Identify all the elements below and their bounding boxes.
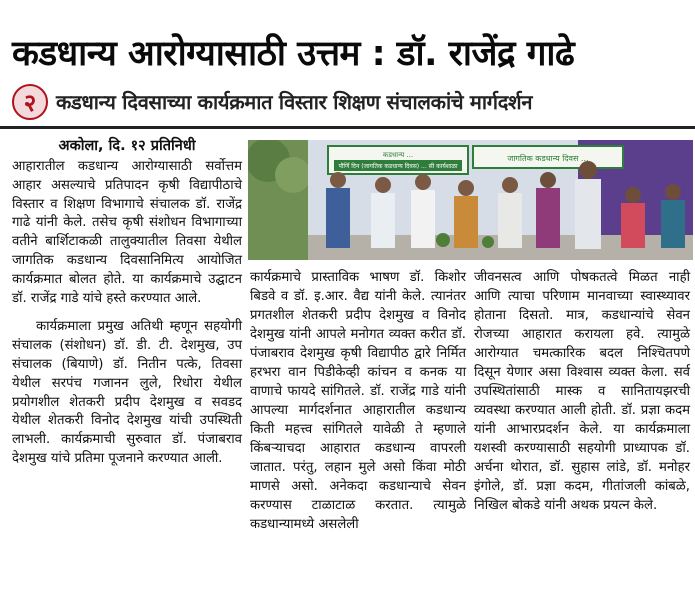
dateline: अकोला, दि. १२ प्रतिनिधी xyxy=(58,138,196,154)
divider-rule xyxy=(0,126,695,129)
column-1 xyxy=(12,136,242,469)
headline: कडधान्य आरोग्यासाठी उत्तम : डॉ. राजेंद्र गाढे xyxy=(12,34,575,74)
event-photo-illustration xyxy=(248,140,693,260)
paragraph: आहारातील कडधान्य आरोग्यासाठी सर्वोत्तम आहार असल्याचे प्रतिपादन कृषी विद्यापीठाचे विस्तार व शिक्षण विभागाचे संचालक डॉ. राजेंद्र गाढे यांनी केले. तसेच कृषी संशोधन विभागाच्या वतीने बार्शिटाकळी तालुक्यातील तिवसा येथील जागतिक कडधान्य दिवसानिमित्य आयोजित कार्यक्रमात बोलत होते. या कार्यक्रमाचे उद्घाटन डॉ. राजेंद्र गाडे यांचे हस्ते करण्यात आले. xyxy=(12,159,242,306)
paragraph: कार्यक्रमाचे प्रास्ताविक भाषण डॉ. किशोर बिडवे व डॉ. इ.आर. वैद्य यांनी केले. त्यानंतर प्रगतशील शेतकरी प्रदीप देशमुख व विनोद देशमुख यांनी आपले मनोगत व्यक्त करीत डॉ. पंजाबराव देशमुख कृषी विद्यापीठ द्वारे निर्मित हरभरा वान पिडीकेव्ही कांचन व कनक या वाणाचे फायदे सांगितले. डॉ. राजेंद्र गाडे यांनी आपल्या मार्गदर्शनात आहारातील कडधान्य किती महत्त्व सांगितले यावेळी ते म्हणाले किंबऱ्याचदा आहारात कडधान्य वापरली जातात. परंतु, लहान मुले असो किंवा मोठी माणसे असो. अनेकदा कडधान्याचे सेवन करण्यास टाळाटाळ करतात. त्यामुळे कडधान्यामध्ये असलेली xyxy=(250,270,466,532)
paragraph: जीवनसत्व आणि पोषकतत्वे मिळत नाही आणि त्याचा परिणाम मानवाच्या स्वास्थ्यावर होताना दिसतो. मात्र, कडधान्यांचे सेवन रोजच्या आहारात करायला हवे. त्यामुळे आरोग्यात चमत्कारिक बदल निश्चितपणे दिसून येणार असा विश्वास व्यक्त केला. सर्व उपस्थितांसाठी मास्क व सानितायझरची व्यवस्था करण्यात आली होती. डॉ. प्रज्ञा कदम यांनी आभारप्रदर्शन केले. या कार्यक्रमाला यशस्वी करण्यासाठी सहयोगी प्राध्यापक डॉ. अर्चना थोरात, डॉ. सुहास लांडे, डॉ. मनोहर इंगोले, डॉ. प्रज्ञा कदम, गीतांजली कांबळे, निखिल बोकडे यांनी अथक प्रयत्न केले. xyxy=(474,270,690,513)
subheadline: कडधान्य दिवसाच्या कार्यक्रमात विस्तार शिक्षण संचालकांचे मार्गदर्शन xyxy=(56,90,533,114)
column-3 xyxy=(474,268,690,515)
banner-right: जागतिक कडधान्य दिवस ... xyxy=(507,154,589,163)
column-2 xyxy=(250,268,466,534)
event-photo xyxy=(248,140,693,260)
banner-left-line1: कडधान्य ... xyxy=(382,151,414,159)
subheadline-row xyxy=(12,82,684,126)
banner-left-line2: पौर्णि दिन (जागतिक कडधान्य दिवस) ... सी कार्यशाळा xyxy=(338,163,458,170)
section-number-badge: २ xyxy=(12,84,48,120)
paragraph: कार्यक्रमाला प्रमुख अतिथी म्हणून सहयोगी संचालक (संशोधन) डॉ. डी. टी. देशमुख, उप संचालक (बियाणे) डॉ. नितीन पत्के, तिवसा येथील सरपंच गजानन लुले, रिधोरा येथील प्रयोगशील शेतकरी प्रदीप देशमुख व सवडद येथील शेतकरी विनोद देशमुख यांची उपस्थिती लाभली. कार्यक्रमाची सुरुवात डॉ. पंजाबराव देशमुख यांचे प्रतिमा पूजनाने करण्यात आली. xyxy=(12,319,242,466)
